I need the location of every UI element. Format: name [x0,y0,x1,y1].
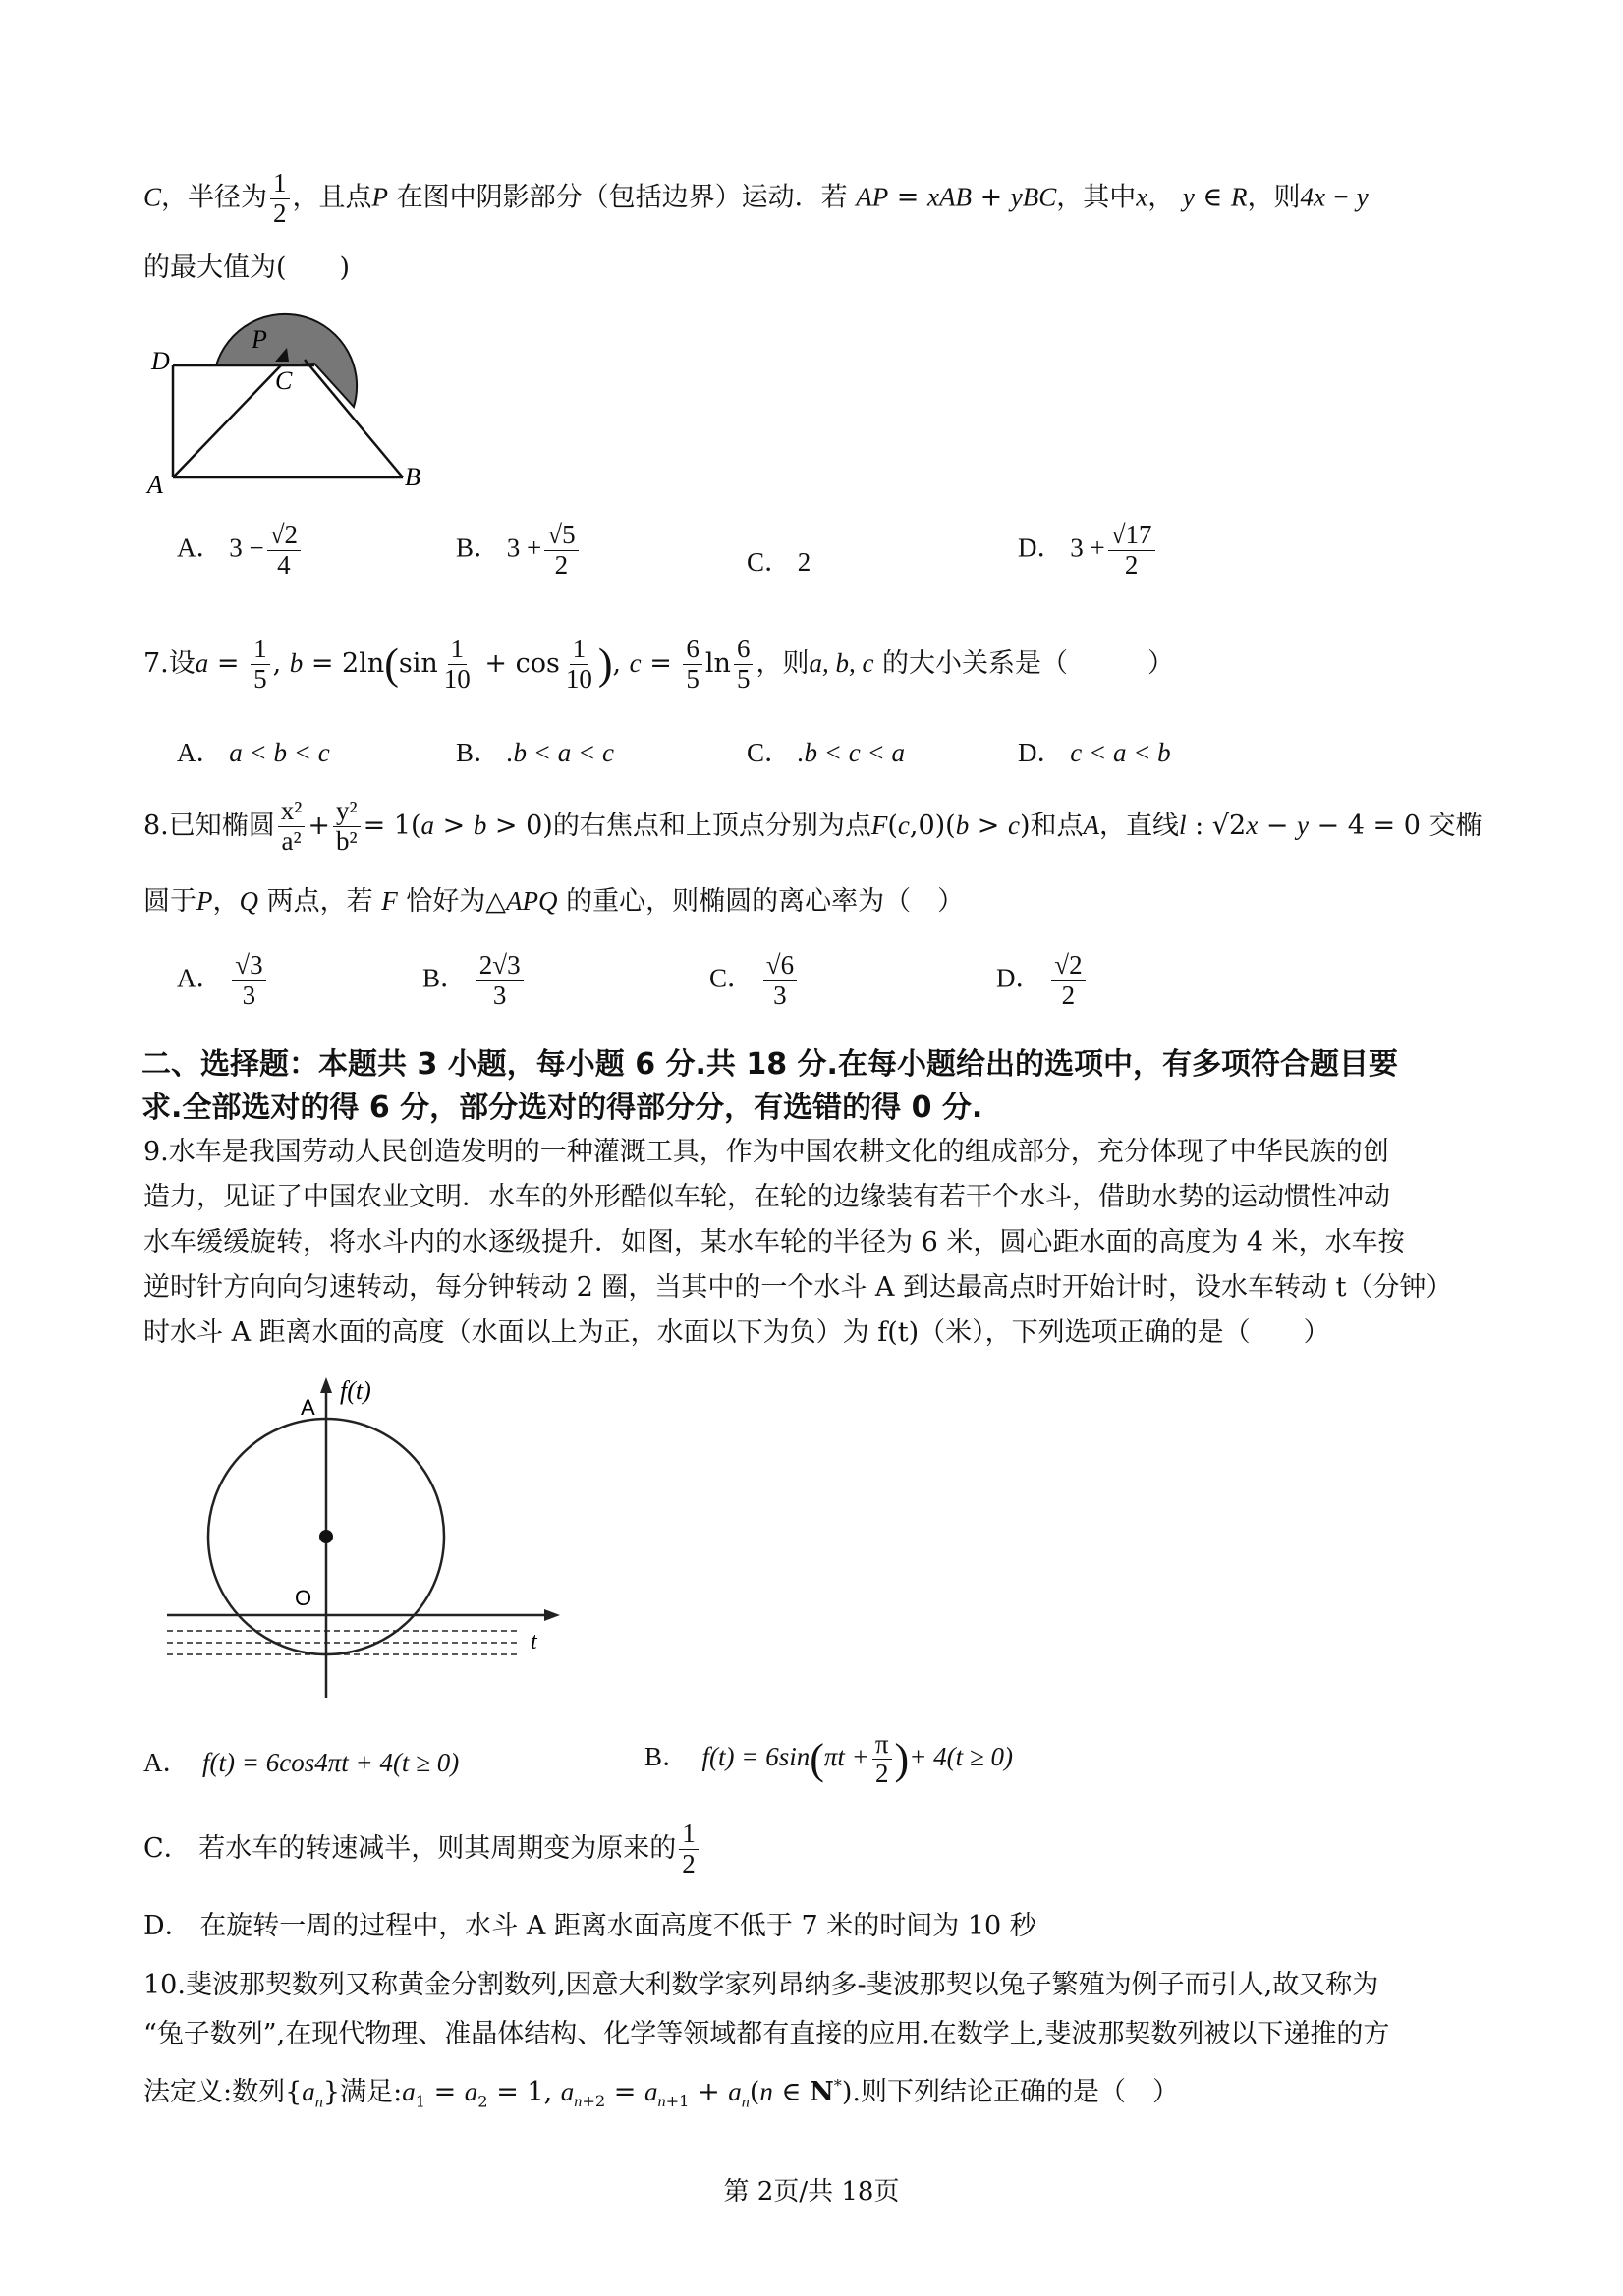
q8-option-c[interactable]: C． $\frac{√6}{3}$ [709,951,800,1010]
q7-stem: 7.设a = $\frac{1}{5}$ , b = 2ln(sin $\frac{1}{10}$ + cos $\frac{1}{10}$ ), c = $\frac{6}{5}$ ln $\frac{6}{5}$ ，则a, b, c 的大小关系是（ ） [143,634,1175,694]
q9-option-a[interactable]: A． f(t) = 6cos4πt + 4(t ≥ 0) [143,1748,460,1777]
q10-line3: 法定义:数列$\{a_n\}$满足$:a_1 = a_2 = 1$, $a_{n+2} = a_{n+1} + a_n(n$ ∈ N*).则下列结论正确的是（ ） [143,2076,1179,2111]
q9-line1: 9.水车是我国劳动人民创造发明的一种灌溉工具，作为中国农耕文化的组成部分，充分体现了中华民族的创 [143,1137,1389,1167]
q9-line5: 时水斗 A 距离水面的高度（水面以上为正，水面以下为负）为 f(t)（米），下列选项正确的是（ ） [143,1317,1330,1348]
label-p: P [252,325,267,354]
q6-figure [138,312,452,499]
q7-option-d[interactable]: D． c < a < b [1018,738,1171,767]
q10-line2: “兔子数列”,在现代物理、准晶体结构、化学等领域都有直接的应用.在数学上,斐波那契数列被以下递推的方 [143,2019,1390,2049]
label-b: B [405,463,420,491]
label-d: D [151,347,170,375]
q7-option-b[interactable]: B． .b < a < c [456,738,614,767]
q9-line2: 造力，见证了中国农业文明．水车的外形酷似车轮，在轮的边缘装有若干个水斗，借助水势的运动惯性冲动 [143,1182,1390,1212]
q6-option-d[interactable]: D． 3 + $\frac{√17}{2}$ [1018,521,1158,580]
q8-option-d[interactable]: D． $\frac{√2}{2}$ [996,951,1089,1010]
label-t: t [531,1629,537,1654]
q10-line1: 10.斐波那契数列又称黄金分割数列,因意大利数学家列昂纳多-斐波那契以兔子繁殖为例子而引人,故又称为 [143,1970,1379,2000]
q9-line4: 逆时针方向向匀速转动，每分钟转动 2 圈，当其中的一个水斗 A 到达最高点时开始计时，设水车转动 t（分钟） [143,1272,1453,1303]
label-a: A [301,1395,315,1420]
label-f: f(t) [340,1376,371,1405]
label-o: O [295,1586,312,1610]
section2-heading-line1: 二、选择题：本题共 3 小题，每小题 6 分.共 18 分.在每小题给出的选项中，有多项符合题目要 [141,1047,1398,1082]
vector-ap [173,365,281,477]
section2-heading-line2: 求.全部选对的得 6 分，部分选对的得部分分，有选错的得 0 分. [141,1091,983,1125]
q7-option-a[interactable]: A． a < b < c [177,738,330,767]
q9-figure [147,1364,570,1708]
q6-option-a[interactable]: A． 3 − $\frac{√2}{4}$ [177,521,304,580]
q8-option-a[interactable]: A． $\frac{√3}{3}$ [177,951,269,1010]
q8-line2: 圆于P，Q 两点，若 F 恰好为△APQ 的重心，则椭圆的离心率为（ ） [143,886,965,917]
q6-option-c[interactable]: C． 2 [747,547,812,577]
q9-option-d[interactable]: D． 在旋转一周的过程中，水斗 A 距离水面高度不低于 7 米的时间为 10 秒 [143,1911,1036,1941]
q9-option-b[interactable]: B． f(t) = 6sin(πt + $\frac{\pi}{2}$ )+ 4(t ≥ 0) [644,1728,1013,1789]
q8-option-b[interactable]: B． $\frac{2√3}{3}$ [422,951,527,1010]
t-axis-arrow [544,1609,560,1621]
q6-line2: 的最大值为( ) [143,252,351,283]
q7-option-c[interactable]: C． .b < c < a [747,738,905,767]
q9-line3: 水车缓缓旋转，将水斗内的水逐级提升．如图，某水车轮的半径为 6 米，圆心距水面的高度为 4 米，水车按 [143,1227,1405,1258]
page-footer: 第 2页/共 18页 [723,2177,900,2207]
f-axis-arrow [320,1377,332,1393]
label-a: A [147,471,163,499]
wheel-center [319,1530,333,1543]
q6-line1: C，半径为 $\frac{1}{2}$ ，且点P 在图中阴影部分（包括边界）运动．若 AP = xAB + yBC，其中x， y ∈ R，则4x − y [143,168,1369,228]
q9-option-c[interactable]: C． 若水车的转速减半，则其周期变为原来的 $\frac{1}{2}$ [143,1820,701,1879]
q8-line1: 8.已知椭圆 $\frac{\text{x²}}{\text{a²}}$ + $\frac{\text{y²}}{\text{b²}}$ = 1(a > b > 0)的右焦点和上顶点分别为点F(c,0)(b > c)和点A，直线l : √2x − y − 4 = 0 交椭 [143,796,1483,856]
q6-option-b[interactable]: B． 3 + $\frac{√5}{2}$ [456,521,582,580]
label-c: C [275,366,293,395]
